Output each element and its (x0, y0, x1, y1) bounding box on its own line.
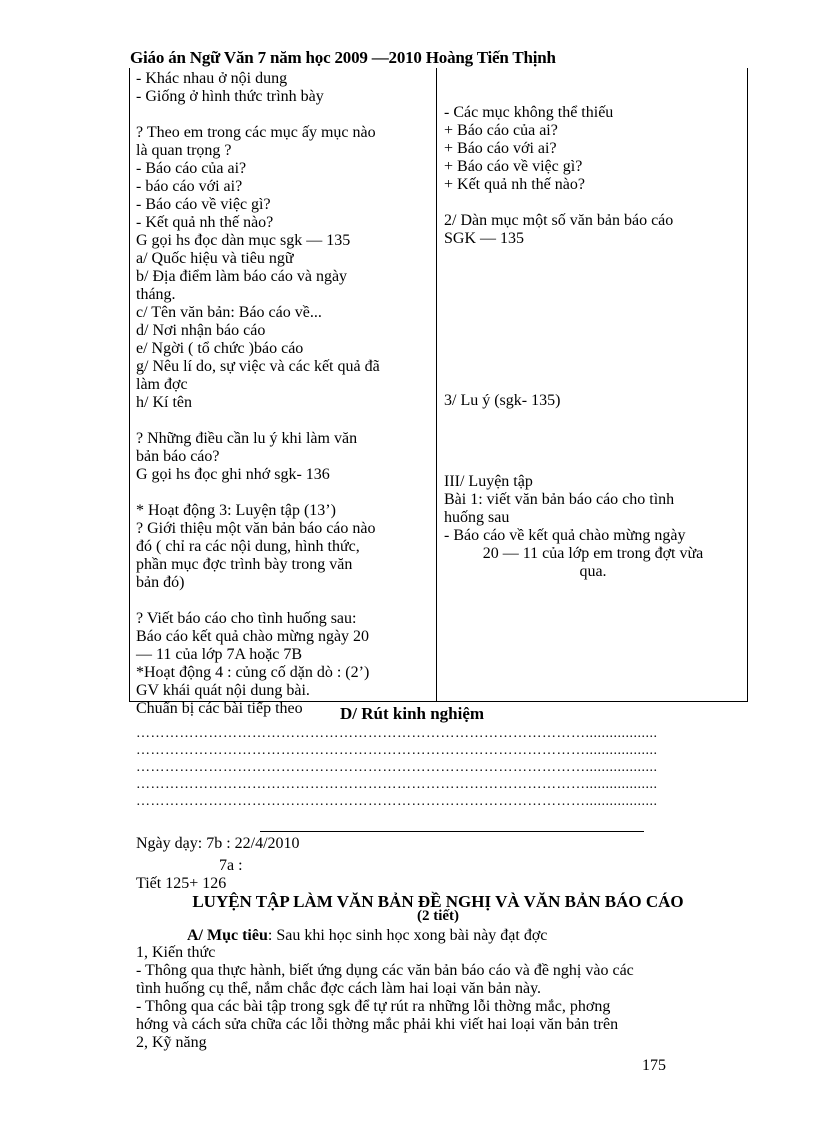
teacher-activity-column (136, 70, 434, 718)
objective-label: A/ Mục tiêu (187, 927, 268, 944)
table-line: - báo cáo với ai? (136, 178, 243, 195)
body-line: 1, Kiến thức (136, 944, 216, 961)
table-line: là quan trọng ? (136, 142, 232, 159)
table-line: ? Những điều cần lu ý khi làm văn (136, 430, 358, 447)
table-line: e/ Ngời ( tổ chức )báo cáo (136, 340, 304, 357)
reflection-title: D/ Rút kinh nghiệm (340, 704, 485, 723)
content-column (444, 104, 742, 581)
exercise-detail: qua. (579, 563, 607, 580)
table-line: GV khái quát nội dung bài. (136, 682, 310, 699)
column-divider (436, 68, 437, 701)
body-line: - Thông qua các bài tập trong sgk để tự rút ra những lỗi thờng mắc, phơng (136, 998, 611, 1015)
spacer (136, 484, 434, 502)
page-number: 175 (642, 1057, 666, 1074)
dotted-line: ………………………………………………………………………………….................. (136, 743, 658, 758)
list-item: + Báo cáo của ai? (444, 122, 558, 139)
table-line: phần mục đợc trình bày trong văn (136, 556, 353, 573)
outline-heading: 2/ Dàn mục một số văn bản báo cáo (444, 212, 674, 229)
table-line: làm đợc (136, 376, 188, 393)
must-have-title: - Các mục không thể thiếu (444, 104, 614, 121)
table-line: - Giống ở hình thức trình bày (136, 88, 324, 105)
table-line: Báo cáo kết quả chào mừng ngày 20 (136, 628, 370, 645)
table-line: * Hoạt động 3: Luyện tập (13’) (136, 502, 336, 519)
table-line: ? Theo em trong các mục ấy mục nào (136, 124, 376, 141)
page-header: Giáo án Ngữ Văn 7 năm học 2009 —2010 Hoàng Tiến Thịnh (130, 48, 556, 67)
table-line: a/ Quốc hiệu và tiêu ngữ (136, 250, 294, 267)
table-line: - Khác nhau ở nội dung (136, 70, 288, 87)
lesson-title (160, 894, 716, 922)
table-line: bản báo cáo? (136, 448, 220, 465)
body-line: hớng và cách sửa chữa các lỗi thờng mắc phải khi viết hai loại văn bản trên (136, 1016, 619, 1033)
table-line: c/ Tên văn bản: Báo cáo về... (136, 304, 322, 321)
body-line: - Thông qua thực hành, biết ứng dụng các văn bản báo cáo và đề nghị vào các (136, 962, 634, 979)
outline-heading-cont: SGK — 135 (444, 230, 525, 247)
table-line: h/ Kí tên (136, 394, 192, 411)
list-item: + Báo cáo về việc gì? (444, 158, 583, 175)
dotted-line: ………………………………………………………………………………….................. (136, 777, 658, 792)
table-line: ? Viết báo cáo cho tình huống sau: (136, 610, 357, 627)
spacer (136, 106, 434, 124)
dotted-line: ………………………………………………………………………………….................. (136, 760, 658, 775)
exercise-detail: 20 — 11 của lớp em trong đợt vừa (482, 545, 704, 562)
list-item: + Báo cáo với ai? (444, 140, 557, 157)
table-line: - Kết quả nh thế nào? (136, 214, 274, 231)
table-line: — 11 của lớp 7A hoặc 7B (136, 646, 303, 663)
body-line: tình huống cụ thể, nắm chắc đợc cách làm hai loại văn bản này. (136, 980, 542, 997)
class-line: 7a : (219, 857, 243, 874)
period-line: Tiết 125+ 126 (136, 875, 227, 892)
table-line: - Báo cáo của ai? (136, 160, 247, 177)
table-line: - Báo cáo về việc gì? (136, 196, 271, 213)
objective-body (136, 944, 736, 1052)
spacer (136, 592, 434, 610)
dotted-line: ………………………………………………………………………………….................. (136, 726, 658, 741)
spacer (444, 194, 742, 212)
teaching-date: Ngày dạy: 7b : 22/4/2010 (136, 835, 300, 852)
table-line: tháng. (136, 286, 176, 303)
exercise-detail: - Báo cáo về kết quả chào mừng ngày (444, 527, 686, 544)
exercise-line: Bài 1: viết văn bản báo cáo cho tình (444, 491, 675, 508)
dotted-line: ………………………………………………………………………………….................. (136, 794, 658, 809)
table-line: ? Giới thiệu một văn bản báo cáo nào (136, 520, 376, 537)
table-line: Chuẩn bị các bài tiếp theo (136, 700, 303, 717)
separator-line (260, 831, 644, 832)
table-line: d/ Nơi nhận báo cáo (136, 322, 266, 339)
table-line: g/ Nêu lí do, sự việc và các kết quả đã (136, 358, 380, 375)
spacer (444, 410, 742, 473)
lesson-title-duration: (2 tiết) (416, 908, 460, 924)
table-line: G gọi hs đọc ghi nhớ sgk- 136 (136, 466, 330, 483)
list-item: + Kết quả nh thế nào? (444, 176, 585, 193)
table-line: *Hoạt động 4 : củng cố dặn dò : (2’) (136, 664, 370, 681)
exercise-line: huống sau (444, 509, 510, 526)
lesson-title-line: LUYỆN TẬP LÀM VĂN BẢN ĐỀ NGHỊ VÀ VĂN BẢN BÁO CÁO (192, 892, 684, 911)
objective-text: : Sau khi học sinh học xong bài này đạt đợc (267, 927, 548, 944)
notes-heading: 3/ Lu ý (sgk- 135) (444, 392, 561, 409)
table-line: G gọi hs đọc dàn mục sgk — 135 (136, 232, 351, 249)
practice-heading: III/ Luyện tập (444, 473, 533, 490)
table-line: b/ Địa điểm làm báo cáo và ngày (136, 268, 348, 285)
spacer (444, 248, 742, 392)
table-line: đó ( chỉ ra các nội dung, hình thức, (136, 538, 360, 555)
objective-line (187, 927, 547, 945)
table-line: bản đó) (136, 574, 185, 591)
spacer (136, 412, 434, 430)
body-line: 2, Kỹ năng (136, 1034, 207, 1051)
